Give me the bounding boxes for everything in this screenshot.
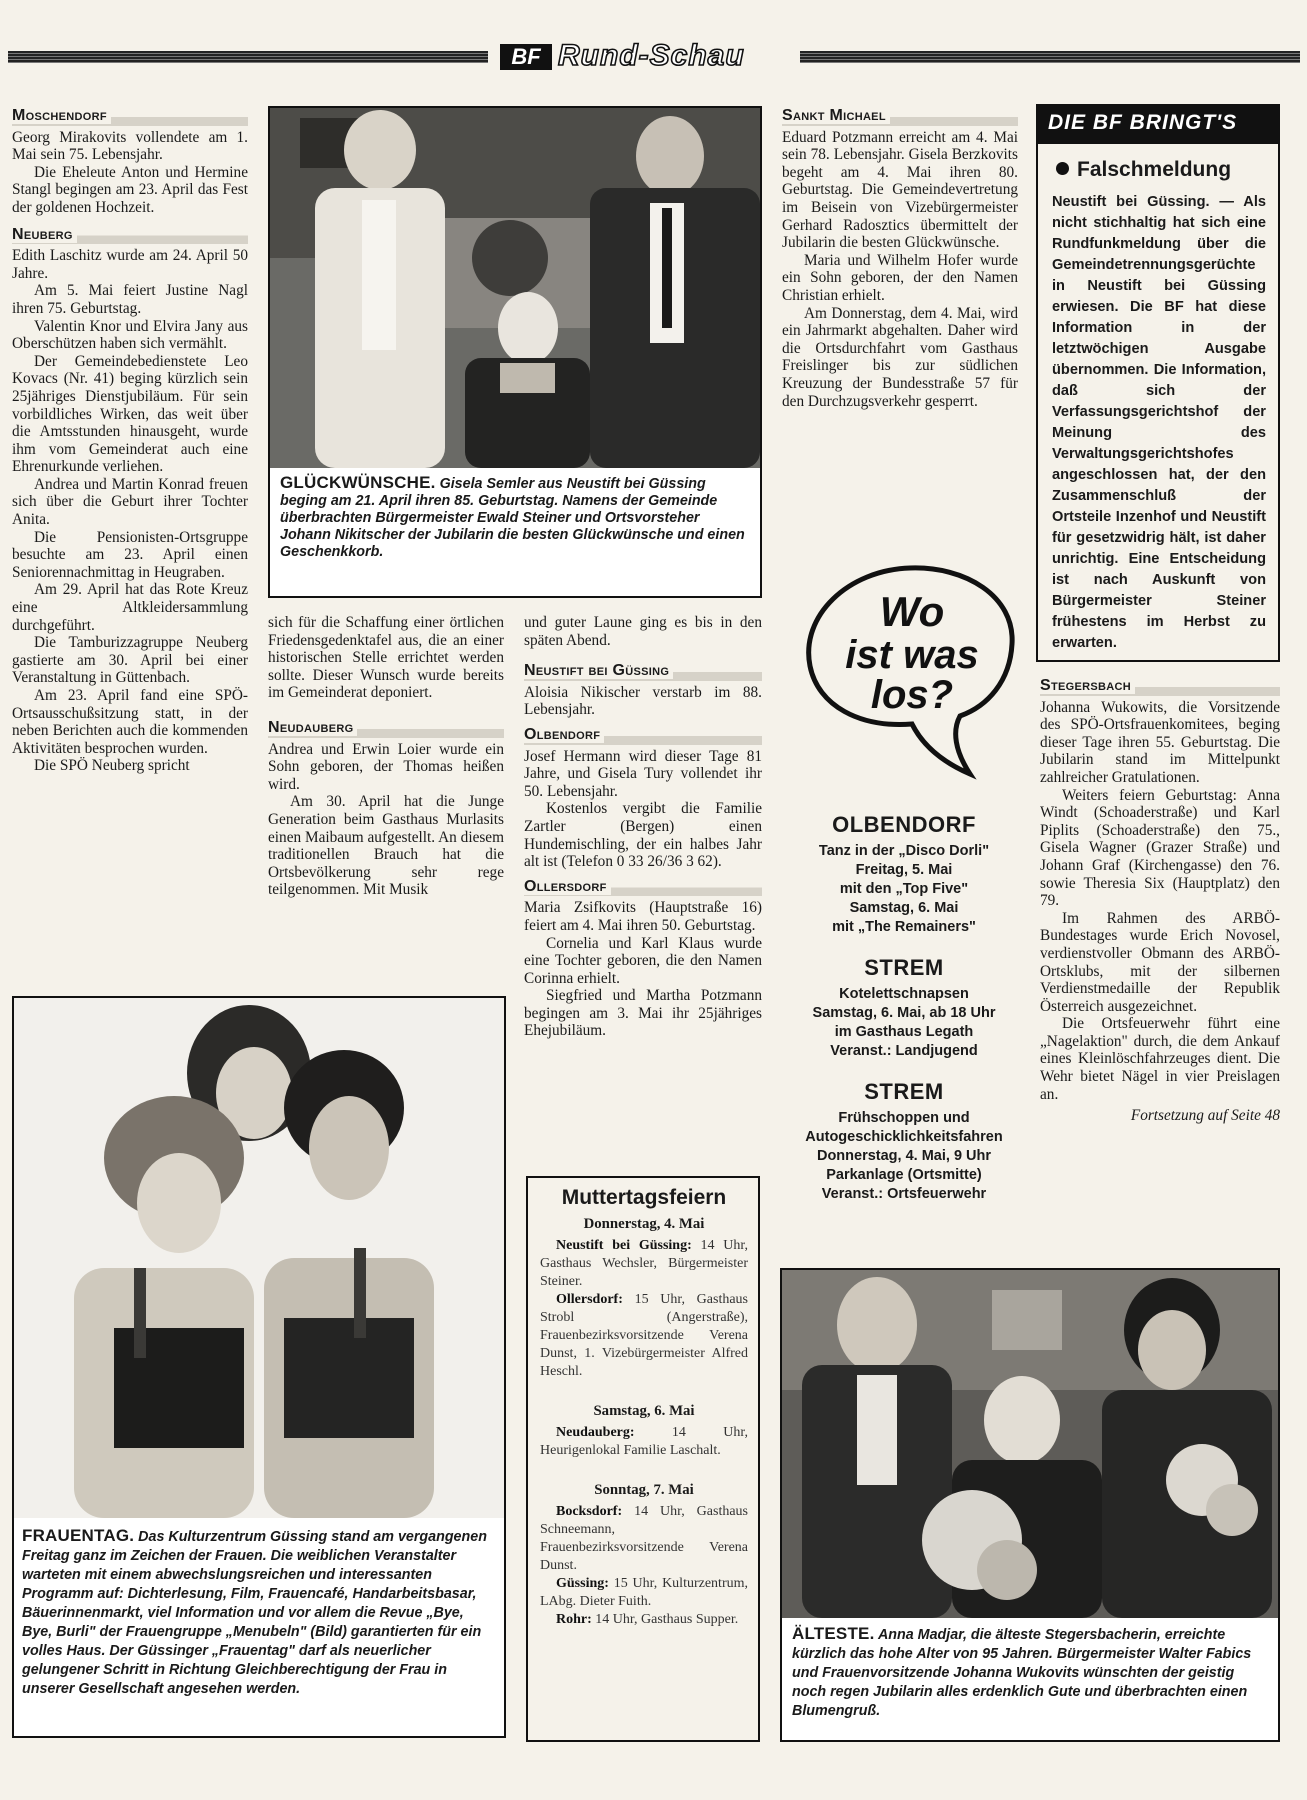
masthead-logo: BF <box>500 44 552 70</box>
section-head-stegersbach: Stegersbach <box>1040 676 1280 696</box>
article-paragraph: Weiters feiern Geburtstag: Anna Windt (Schoaderstraße) und Karl Piplits (Schoaderstraße) den 75., Gisela Wagner (Grazer Straße) und Johann Graf (Kirchengasse) den 76. sowie Theresia Six (Hauptplatz) den 79. <box>1040 786 1280 910</box>
section-head-neudauberg: Neudauberg <box>268 718 504 738</box>
article-paragraph: Eduard Potzmann erreicht am 4. Mai sein 78. Lebensjahr. Gisela Berzkovits begeht am 4. Mai ihren 80. Geburtstag. Die Gemeindevertretung im Beisein von Vizebürgermeister Gerhard Radosztics übermittelt der Jubilarin die besten Glückwünsche. <box>782 128 1018 252</box>
article-paragraph: Siegfried und Martha Potzmann begingen am 3. Mai ihr 25jähriges Ehejubiläum. <box>524 987 762 1040</box>
event-line: Parkanlage (Ortsmitte) <box>826 1167 982 1183</box>
event-line: im Gasthaus Legath <box>834 1024 974 1040</box>
article-paragraph: Am 29. April hat das Rote Kreuz eine Altkleidersammlung durchgeführt. <box>12 581 248 634</box>
article-paragraph: Am 30. April hat die Junge Generation beim Gasthaus Murlasits einen Maibaum aufgestellt. An diesem traditionellen Brauch hat die Ortsbevölkerung sehr rege teilgenommen. Mit Musik <box>268 793 504 899</box>
photo-frauentag-image <box>14 998 504 1518</box>
bubble-line-2: ist was <box>845 633 979 677</box>
column-6 <box>1040 672 1280 1125</box>
event-place: OLBENDORF <box>832 812 976 837</box>
bullet-icon <box>1056 162 1069 175</box>
event-line: Donnerstag, 4. Mai, 9 Uhr <box>816 1148 992 1164</box>
article-paragraph: Maria und Wilhelm Hofer wurde ein Sohn geboren, der den Namen Christian erhielt. <box>782 251 1018 304</box>
article-paragraph: Die Pensionisten-Ortsgruppe besuchte am 23. April einen Seniorennachmittag in Heugraben. <box>12 528 248 581</box>
event-line: mit „The Remainers" <box>832 919 976 935</box>
muttertag-entry: Rohr: 14 Uhr, Gasthaus Supper. <box>556 1612 739 1627</box>
article-paragraph: Andrea und Erwin Loier wurde ein Sohn geboren, der Thomas heißen wird. <box>268 740 504 793</box>
event-line: Kotelettschnapsen <box>839 986 969 1002</box>
article-paragraph: Am 5. Mai feiert Justine Nagl ihren 75. Geburtstag. <box>12 282 248 317</box>
caption-text: Anna Madjar, die älteste Stegersbacherin, erreichte kürzlich das hohe Alter von 95 Jahren. Bürgermeister Walter Fabics und Frauenvorsitzende Johanna Wukovits wünschten der geistig noch regen Jubilarin alles erdenklich Gute und überbrachten einen Blumengruß. <box>792 1627 1252 1719</box>
bf-bringts-title: DIE BF BRINGT'S <box>1038 106 1278 144</box>
masthead-rule-right <box>800 51 1300 63</box>
muttertag-entry: Ollersdorf: 15 Uhr, Gasthaus Strobl (Angerstraße), Frauenbezirksvorsitzende Verena Dunst, 1. Vizebürgermeister Alfred Heschl. <box>540 1292 748 1379</box>
caption-kicker: GLÜCKWÜNSCHE. <box>280 473 436 492</box>
section-head-neustift: Neustift bei Güssing <box>524 661 762 681</box>
continued-note: Fortsetzung auf Seite 48 <box>1130 1107 1280 1125</box>
muttertagsfeiern-box <box>526 1176 760 1742</box>
photo-glueckwuensche <box>268 106 762 598</box>
column-4 <box>782 102 1018 410</box>
section-head-sankt-michael: Sankt Michael <box>782 106 1018 126</box>
article-paragraph: sich für die Schaffung einer örtlichen Friedensgedenktafel aus, die an einer historischen Stelle errichtet werden sollte. Dieser Wunsch wurde bereits im Gemeinderat deponiert. <box>268 614 504 702</box>
muttertag-entry: Güssing: 15 Uhr, Kulturzentrum, LAbg. Dieter Fuith. <box>540 1576 748 1609</box>
column-1 <box>12 102 248 775</box>
caption-kicker: ÄLTESTE. <box>792 1624 875 1643</box>
article-paragraph: Andrea und Martin Konrad freuen sich über die Geburt ihrer Tochter Anita. <box>12 475 248 529</box>
article-paragraph: Die Ortsfeuerwehr führt eine „Nagelaktion" durch, die dem Ankauf eines Kleinlöschfahrzeuges dient. Die Wehr bietet Nägel in vier Preislagen an. <box>1040 1015 1280 1103</box>
photo-glueckwuensche-image <box>270 108 760 468</box>
event-details <box>780 985 1028 1061</box>
bf-bringts-box <box>1036 104 1280 662</box>
photo-frauentag-caption <box>14 1518 504 1699</box>
event-details <box>780 1109 1028 1204</box>
event-line: mit den „Top Five" <box>839 881 969 897</box>
bubble-line-3: los? <box>870 673 954 717</box>
section-head-ollersdorf: Ollersdorf <box>524 877 762 897</box>
masthead-title: Rund-Schau <box>558 39 745 72</box>
article-paragraph: Die Tamburizzagruppe Neuberg gastierte am 30. April bei einer Veranstaltung in Güttenbach. <box>12 634 248 687</box>
event-line: Autogeschicklichkeitsfahren <box>805 1129 1003 1145</box>
column-2 <box>268 614 504 899</box>
article-paragraph: Maria Zsifkovits (Hauptstraße 16) feiert am 4. Mai ihren 50. Geburtstag. <box>524 899 762 934</box>
article-paragraph: Am 23. April fand eine SPÖ-Ortsausschußsitzung statt, in der neben Berichten auch die kommenden Aktivitäten besprochen wurden. <box>12 687 248 757</box>
article-paragraph: Im Rahmen des ARBÖ-Bundestages wurde Erich Novosel, verdienstvoller Obmann des ARBÖ-Ortsklubs, mit der silbernen Verdienstmedaille der Republik Österreich ausgezeichnet. <box>1040 909 1280 1015</box>
photo-frauentag <box>12 996 506 1738</box>
article-paragraph: Die SPÖ Neuberg spricht <box>34 757 190 775</box>
event-line: Samstag, 6. Mai <box>849 900 959 916</box>
section-head-neuberg: Neuberg <box>12 225 248 245</box>
event-line: Veranst.: Ortsfeuerwehr <box>821 1186 987 1202</box>
caption-kicker: FRAUENTAG. <box>22 1526 135 1545</box>
event-details <box>780 842 1028 937</box>
event-line: Veranst.: Landjugend <box>830 1043 978 1059</box>
masthead-rule-left <box>8 51 488 63</box>
column-3 <box>524 614 762 1040</box>
photo-aelteste <box>780 1268 1280 1742</box>
bubble-line-1: Wo <box>879 588 945 635</box>
muttertag-entry: Neudauberg: 14 Uhr, Heurigenlokal Familie Laschalt. <box>540 1425 748 1458</box>
article-paragraph: und guter Laune ging es bis in den späten Abend. <box>524 614 762 649</box>
article-paragraph: Cornelia und Karl Klaus wurde eine Tochter geboren, die den Namen Corinna erhielt. <box>524 934 762 987</box>
article-paragraph: Die Eheleute Anton und Hermine Stangl begingen am 23. April das Fest der goldenen Hochzeit. <box>12 163 248 216</box>
article-paragraph: Johanna Wukowits, die Vorsitzende des SPÖ-Ortsfrauenkomitees, beging dieser Tage ihren 55. Geburtstag. Die Jubilarin stand im Mittelpunkt zahlreicher Gratulationen. <box>1040 698 1280 786</box>
muttertag-day: Samstag, 6. Mai <box>593 1403 695 1419</box>
caption-text: Das Kulturzentrum Güssing stand am vergangenen Freitag ganz im Zeichen der Frauen. Die weiblichen Veranstalter warteten mit einem abwechslungsreichen und interessanten Programm auf: Dichterlesung, Film, Frauencafé, Handarbeitsbasar, Bäuerinnenmarkt, viel Information und vor allem die Revue „Bye, Bye, Burli" der Frauengruppe „Menubeln" (Bild) garantierten für ein volles Haus. Der Güssinger „Frauentag" darf als neuerlicher gelungener Schritt in Richtung Gleichberechtigung der Frau in unserer Gesellschaft angesehen werden. <box>22 1529 487 1697</box>
muttertag-day: Donnerstag, 4. Mai <box>583 1216 705 1232</box>
article-paragraph: Am Donnerstag, dem 4. Mai, wird ein Jahrmarkt abgehalten. Daher wird die Ortsdurchfahrt vom Gasthaus Freislinger bis zur südlichen Kreuzung der Bundesstraße 57 für den Durchzugsverkehr gesperrt. <box>782 304 1018 410</box>
event-place: STREM <box>864 1079 944 1104</box>
bf-bringts-text: Neustift bei Güssing. — Als nicht stichhaltig hat sich eine Rundfunkmeldung über die Gemeindetrennungsgerüchte in Neustift bei Güssing erwiesen. Die BF hat diese Information in der letztwöchigen Ausgabe übernommen. Die Information, daß sich der Verfassungsgerichtshof der Meinung des Verwaltungsgerichtshofes angeschlossen hat, der den Zusammenschluß der Ortsteile Inzenhof und Neustift für gesetzwidrig hält, ist daher unrichtig. Eine Entscheidung ist nach Auskunft von Bürgermeister Steiner frühestens im Herbst zu erwarten. <box>1052 194 1266 651</box>
article-paragraph: Valentin Knor und Elvira Jany aus Oberschützen haben sich vermählt. <box>12 317 248 353</box>
article-paragraph: Aloisia Nikischer verstarb im 88. Lebensjahr. <box>524 683 762 719</box>
event-line: Tanz in der „Disco Dorli" <box>818 843 990 859</box>
section-head-moschendorf: Moschendorf <box>12 106 248 126</box>
caption-text: Gisela Semler aus Neustift bei Güssing beging am 21. April ihren 85. Geburtstag. Namens der Gemeinde überbrachten Bürgermeister Ewald Steiner und Ortsvorsteher Johann Nikitscher der Jubilarin die besten Glückwünsche und einen Geschenkkorb. <box>280 476 745 560</box>
events-listing <box>780 812 1028 1204</box>
photo-glueckwuensche-caption <box>270 468 760 561</box>
article-paragraph: Georg Mirakovits vollendete am 1. Mai sein 75. Lebensjahr. <box>12 128 248 164</box>
photo-aelteste-image <box>782 1270 1278 1618</box>
muttertag-title: Muttertagsfeiern <box>561 1186 727 1209</box>
article-paragraph: Josef Hermann wird dieser Tage 81 Jahre, und Gisela Tury vollendet ihr 50. Lebensjahr. <box>524 747 762 800</box>
muttertag-entry: Neustift bei Güssing: 14 Uhr, Gasthaus Wechsler, Bürgermeister Steiner. <box>540 1238 749 1289</box>
article-paragraph: Der Gemeindebedienstete Leo Kovacs (Nr. 41) beging kürzlich sein 25jähriges Dienstjubiläum. Für sein vorbildliches Wirken, das weit über die Amtsstunden hinausgeht, wurde ihm vom Gemeinderat auch eine Ehrenurkunde verliehen. <box>12 352 248 476</box>
photo-aelteste-caption <box>782 1618 1278 1721</box>
muttertag-entry: Bocksdorf: 14 Uhr, Gasthaus Schneemann, Frauenbezirksvorsitzende Verena Dunst. <box>540 1504 748 1573</box>
masthead <box>8 39 1300 72</box>
muttertag-day: Sonntag, 7. Mai <box>594 1482 694 1498</box>
wo-ist-was-los-bubble <box>790 556 1030 796</box>
event-line: Samstag, 6. Mai, ab 18 Uhr <box>812 1005 996 1021</box>
article-paragraph: Edith Laschitz wurde am 24. April 50 Jahre. <box>12 247 248 282</box>
event-line: Freitag, 5. Mai <box>855 862 953 878</box>
event-place: STREM <box>864 955 944 980</box>
section-head-olbendorf: Olbendorf <box>524 725 762 745</box>
bf-bringts-headline: Falschmeldung <box>1056 158 1278 182</box>
event-line: Frühschoppen und <box>838 1110 970 1126</box>
article-paragraph: Kostenlos vergibt die Familie Zartler (Bergen) einen Hundemischling, der ein halbes Jahr alt ist (Telefon 0 33 26/36 3 62). <box>524 800 762 871</box>
